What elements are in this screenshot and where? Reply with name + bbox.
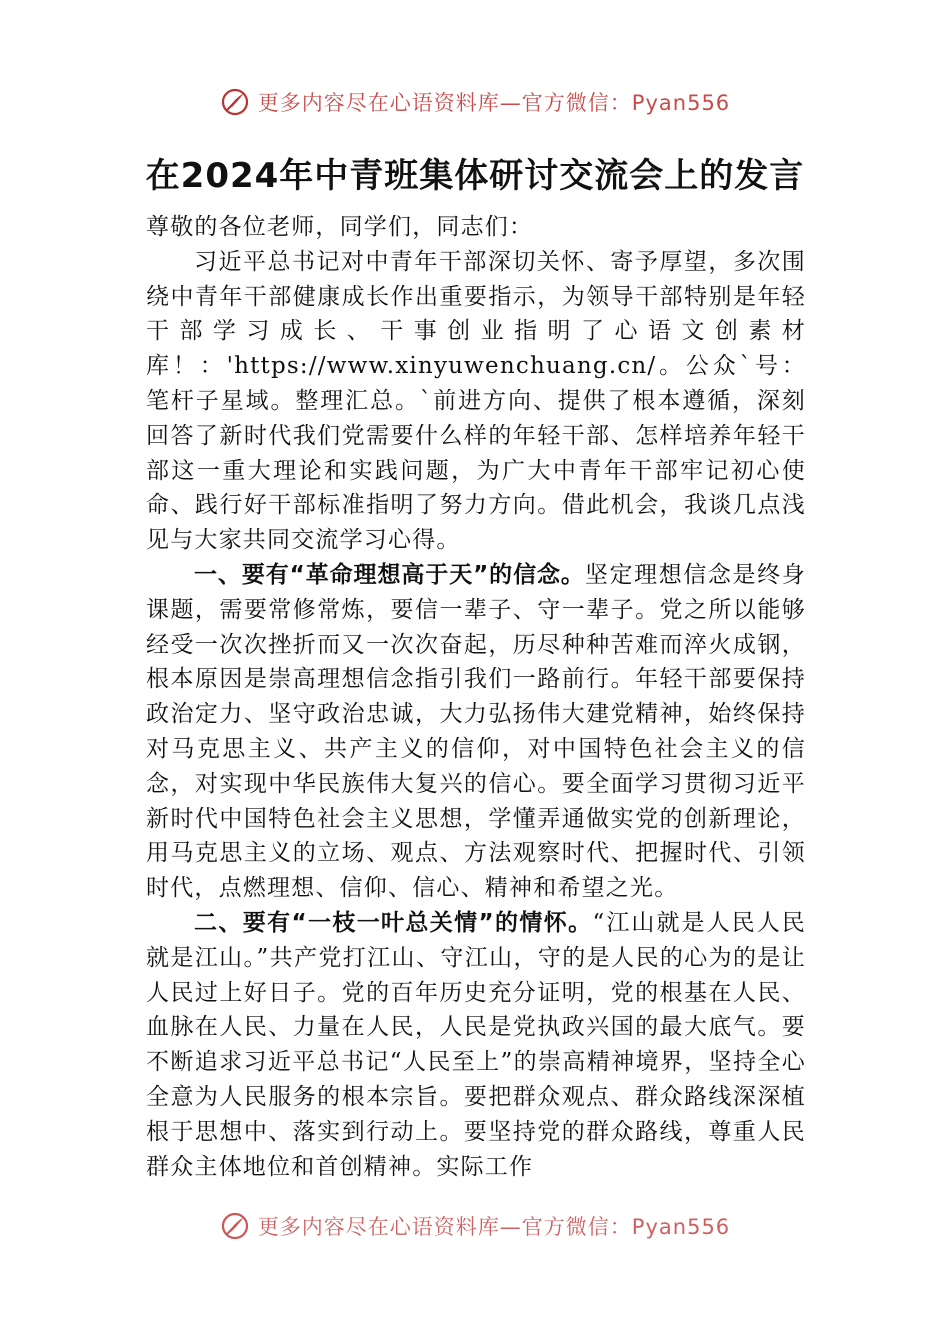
section-body-1: 坚定理想信念是终身课题，需要常修常炼，要信一辈子、守一辈子。党之所以能够经受一次次挫折而又一次次奋起，历尽种种苦难而淬火成钢，根本原因是崇高理想信念指引我们一路前行。年轻干部要保持政治定力、坚守政治忠诚，大力弘扬伟大建党精神，始终保持对马克思主义、共产主义的信仰，对中国特色社会主义的信念，对实现中华民族伟大复兴的信心。要全面学习贯彻习近平新时代中国特色社会主义思想，学懂弄通做实党的创新理论，用马克思主义的立场、观点、方法观察时代、把握时代、引领时代，点燃理想、信仰、信心、精神和希望之光。 — [146, 561, 806, 902]
section-heading-1: 一、要有“革命理想高于天”的信念。 — [194, 561, 585, 588]
section-body-2: “江山就是人民人民就是江山。”共产党打江山、守江山，守的是人民的心为的是让人民过上好日子。党的百年历史充分证明，党的根基在人民、血脉在人民、力量在人民，人民是党执政兴国的最大底气。要不断追求习近平总书记“人民至上”的崇高精神境界，坚持全心全意为人民服务的根本宗旨。要把群众观点、群众路线深深植根于思想中、落实到行动上。要坚持党的群众路线，尊重人民群众主体地位和首创精神。实际工作 — [146, 909, 806, 1180]
watermark-footer — [0, 1206, 950, 1246]
section-paragraph-2 — [146, 906, 806, 1184]
salutation: 尊敬的各位老师，同学们，同志们： — [146, 214, 534, 240]
section-paragraph-1 — [146, 558, 806, 906]
quill-seal-logo — [220, 87, 250, 117]
section-heading-2: 二、要有“一枝一叶总关情”的情怀。 — [194, 909, 593, 936]
watermark-header — [0, 82, 950, 122]
quill-seal-logo — [220, 1211, 250, 1241]
document-body — [146, 210, 806, 1214]
document-title: 在2024年中青班集体研讨交流会上的发言 — [145, 156, 805, 196]
intro-paragraph: 习近平总书记对中青年干部深切关怀、寄予厚望，多次围绕中青年干部健康成长作出重要指示，为领导干部特别是年轻干部学习成长、干事创业指明了心语文创素材库！：'https://www.xinyuwenchuang.cn/。公众`号：笔杆子星域。整理汇总。`前进方向、提供了根本遵循，深刻回答了新时代我们党需要什么样的年轻干部、怎样培养年轻干部这一重大理论和实践问题，为广大中青年干部牢记初心使命、践行好干部标准指明了努力方向。借此机会，我谈几点浅见与大家共同交流学习心得。 — [146, 248, 806, 554]
watermark-text: 更多内容尽在心语资料库—官方微信：Pyan556 — [257, 1215, 731, 1239]
watermark-text: 更多内容尽在心语资料库—官方微信：Pyan556 — [257, 91, 731, 115]
